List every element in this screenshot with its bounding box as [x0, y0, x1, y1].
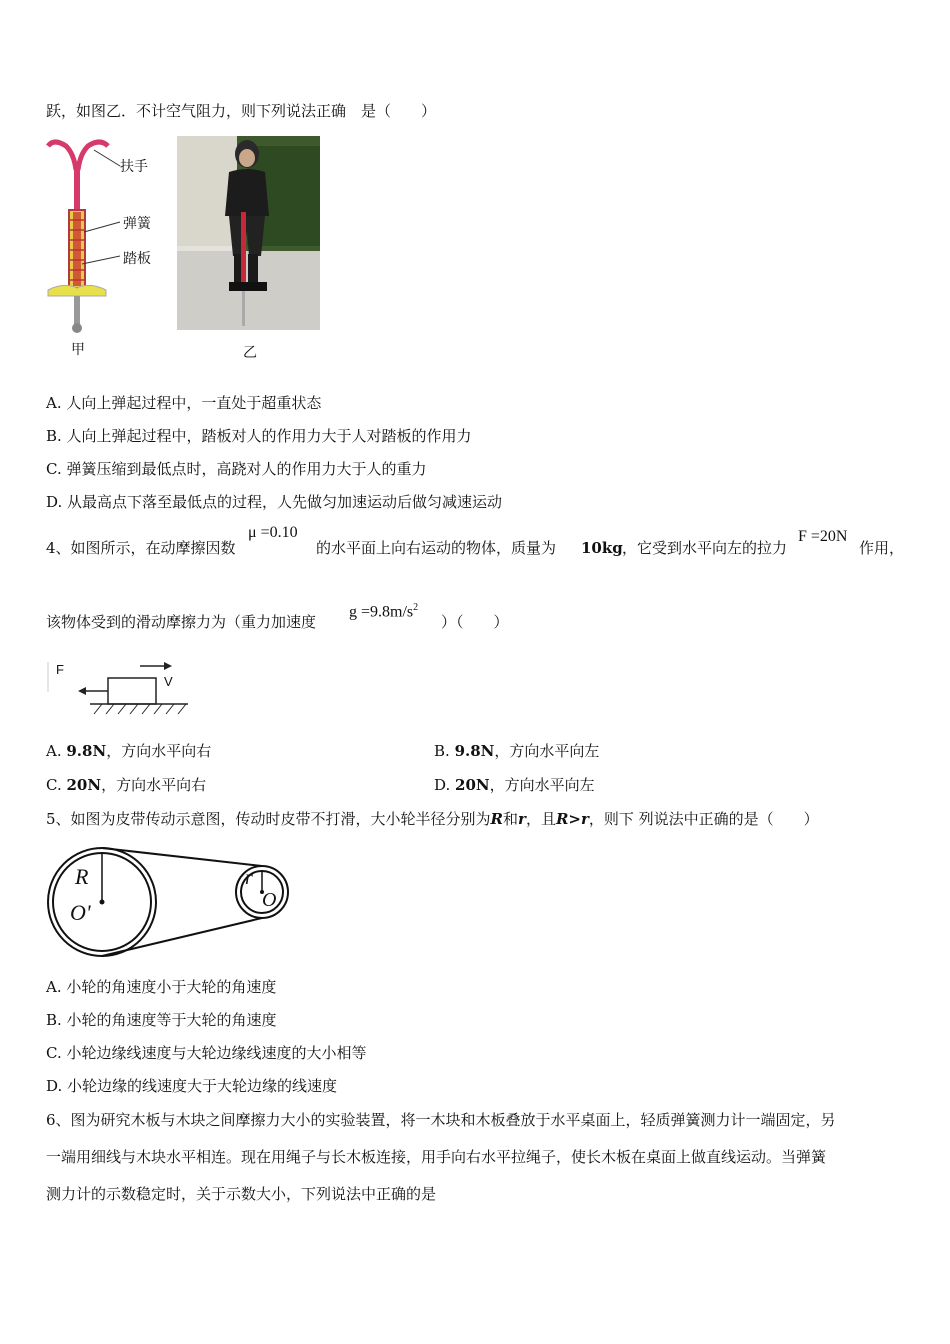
q3-option-b: B. 人向上弹起过程中，踏板对人的作用力大于人对踏板的作用力 — [46, 427, 472, 445]
q4-stem-line2a: 该物体受到的滑动摩擦力为（重力加速度 — [46, 613, 317, 631]
jumping-girl-photo — [177, 136, 320, 330]
q4-gravity — [349, 602, 418, 621]
q4-gravity-exponent: 2 — [413, 602, 419, 613]
q5-stem-part2: ，且 — [525, 810, 556, 828]
q3-stem-tail: 跃，如图乙．不计空气阻力，则下列说法正确 是（ ） — [46, 102, 437, 120]
q5-option-b: B. 小轮的角速度等于大轮的角速度 — [46, 1011, 277, 1029]
q5-option-d: D. 小轮边缘的线速度大于大轮边缘的线速度 — [46, 1077, 338, 1095]
fig-r-label: r — [245, 867, 253, 889]
q3-option-a: A. 人向上弹起过程中，一直处于超重状态 — [46, 394, 322, 412]
q4-option-c — [46, 775, 206, 795]
label-pedal: 踏板 — [123, 251, 151, 267]
q4-stem-part4: 作用， — [859, 539, 905, 557]
fig-force-label: F — [56, 662, 64, 677]
label-handle: 扶手 — [120, 159, 148, 175]
q5-option-c: C. 小轮边缘线速度与大轮边缘线速度的大小相等 — [46, 1044, 367, 1062]
q5-stem — [46, 809, 819, 829]
q4-option-d-letter: D. — [434, 776, 456, 794]
q4-option-d-text: ，方向水平向左 — [489, 776, 595, 794]
q4-stem-part2: 的水平面上向右运动的物体，质量为 — [316, 539, 557, 557]
q5-and: 和 — [503, 810, 519, 828]
q4-option-b — [434, 741, 599, 761]
q4-option-a-letter: A. — [46, 742, 67, 760]
q5-var-r: r — [518, 810, 526, 828]
q4-option-a — [46, 741, 211, 761]
q4-option-c-letter: C. — [46, 776, 67, 794]
label-jia: 甲 — [71, 342, 85, 358]
q4-option-a-value: 9.8N — [66, 742, 107, 760]
block-friction-figure — [44, 656, 204, 720]
q3-option-d: D. 从最高点下落至最低点的过程，人先做匀加速运动后做匀减速运动 — [46, 493, 503, 511]
q4-option-d — [434, 775, 595, 795]
q6-line-2: 一端用细线与木块水平相连。现在用绳子与长木板连接，用手向右水平拉绳子，使长木板在桌面上做直线运动。当弹簧 — [46, 1148, 827, 1166]
q4-option-a-text: ，方向水平向右 — [106, 742, 212, 760]
q4-option-c-value: 20N — [66, 776, 102, 794]
q4-stem-part1: 4、如图所示，在动摩擦因数 — [46, 539, 236, 557]
q4-option-b-value: 9.8N — [454, 742, 495, 760]
q5-stem-part3: ，则下 列说法中正确的是（ ） — [588, 810, 819, 828]
q6-line-3: 测力计的示数稳定时，关于示数大小，下列说法中正确的是 — [46, 1185, 437, 1203]
q4-force: F =20N — [798, 528, 848, 545]
q4-mu: μ =0.10 — [248, 524, 298, 541]
q5-var-R: R — [490, 810, 504, 828]
q4-gravity-value: g =9.8m/s — [349, 603, 414, 621]
q4-stem-line2b: ）（ ） — [441, 613, 509, 631]
q6-line-1: 6、图为研究木板与木块之间摩擦力大小的实验装置，将一木块和木板叠放于水平桌面上，轻质弹簧测力计一端固定，另 — [46, 1111, 836, 1129]
q3-option-c: C. 弹簧压缩到最低点时，高跷对人的作用力大于人的重力 — [46, 460, 427, 478]
q4-option-b-text: ，方向水平向左 — [494, 742, 600, 760]
fig-velocity-label: V — [164, 674, 173, 689]
label-spring: 弹簧 — [123, 216, 151, 232]
fig-O1-label: O' — [70, 900, 91, 925]
q4-stem-part3: ，它受到水平向左的拉力 — [622, 539, 788, 557]
q4-option-c-text: ，方向水平向右 — [101, 776, 207, 794]
q4-option-d-value: 20N — [455, 776, 490, 794]
q5-stem-part1: 5、如图为皮带传动示意图，传动时皮带不打滑，大小轮半径分别为 — [46, 810, 491, 828]
q5-option-a: A. 小轮的角速度小于大轮的角速度 — [46, 978, 277, 996]
q4-mass: 10kg — [581, 539, 623, 557]
q5-relation: R>r — [555, 810, 589, 828]
q4-option-b-letter: B. — [434, 742, 455, 760]
label-yi: 乙 — [243, 345, 257, 361]
fig-R-label: R — [75, 864, 89, 889]
fig-O-label: O — [262, 889, 277, 911]
